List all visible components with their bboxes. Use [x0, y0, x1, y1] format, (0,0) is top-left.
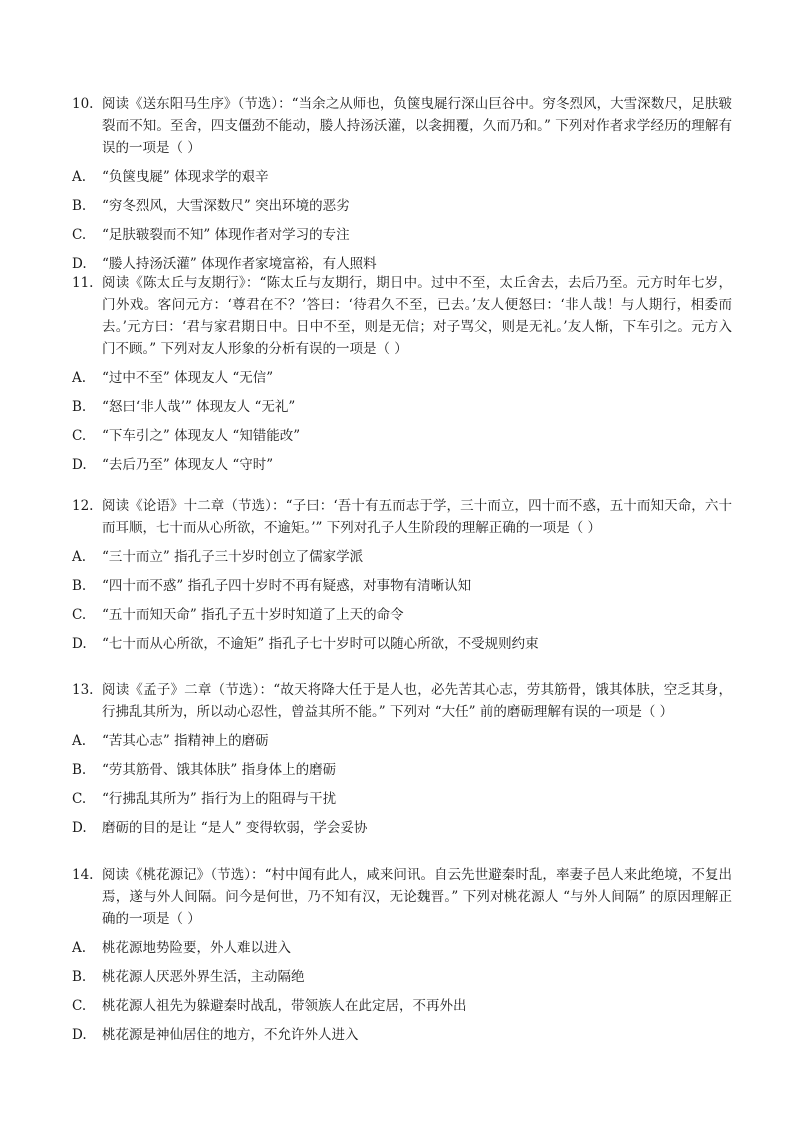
question-stem: [72, 272, 732, 360]
option-c: [72, 224, 732, 246]
question-13: [72, 679, 732, 839]
option-text: “劳其筋骨、饿其体肤” 指身体上的磨砺: [102, 762, 337, 778]
option-d: [72, 454, 732, 476]
option-c: [72, 425, 732, 447]
question-number: 12.: [72, 498, 94, 514]
question-number: 11.: [72, 275, 94, 291]
option-text: “三十而立” 指孔子三十岁时创立了儒家学派: [102, 549, 364, 565]
question-text: 阅读《论语》十二章（节选）：“子曰：‘吾十有五而志于学，三十而立，四十而不惑，五十而知天命，六十而耳顺，七十而从心所欲，不逾矩。’” 下列对孔子人生阶段的理解正确的一项是（ ）: [102, 498, 732, 536]
option-text: “行拂乱其所为” 指行为上的阻碍与干扰: [102, 791, 337, 807]
question-11: [72, 272, 732, 476]
option-a: [72, 730, 732, 752]
option-letter: B.: [72, 399, 87, 415]
option-text: 磨砺的目的是让 “是人” 变得软弱，学会妥协: [102, 820, 368, 836]
option-a: [72, 937, 732, 959]
option-d: [72, 633, 732, 655]
option-a: [72, 367, 732, 389]
question-12: [72, 495, 732, 655]
question-number: 10.: [72, 96, 94, 112]
option-text: “四十而不惑” 指孔子四十岁时不再有疑惑，对事物有清晰认知: [102, 578, 472, 594]
option-letter: B.: [72, 969, 87, 985]
option-c: [72, 995, 732, 1017]
option-letter: D.: [72, 256, 87, 272]
option-text: “五十而知天命” 指孔子五十岁时知道了上天的命令: [102, 607, 404, 623]
question-text: 阅读《陈太丘与友期行》：“陈太丘与友期行，期日中。过中不至，太丘舍去，去后乃至。元方时年七岁，门外戏。客问元方：‘尊君在不？’答曰：‘待君久不至，已去。’友人便怒曰：‘非人哉！与人期行，相委而去。’元方曰：‘君与家君期日中。日中不至，则是无信；对子骂父，则是无礼。’友人惭，下车引之。元方入门不顾。” 下列对友人形象的分析有误的一项是（ ）: [102, 275, 732, 357]
question-stem: [72, 679, 732, 723]
option-d: [72, 817, 732, 839]
option-letter: B.: [72, 578, 87, 594]
option-text: “足肤皲裂而不知” 体现作者对学习的专注: [102, 227, 350, 243]
option-text: 桃花源人祖先为躲避秦时战乱，带领族人在此定居，不再外出: [102, 998, 467, 1014]
option-text: 桃花源地势险要，外人难以进入: [102, 940, 291, 956]
question-number: 14.: [72, 867, 94, 883]
question-text: 阅读《送东阳马生序》（节选）：“当余之从师也，负箧曳屣行深山巨谷中。穷冬烈风，大雪深数尺，足肤皲裂而不知。至舍，四支僵劲不能动，媵人持汤沃灌，以衾拥覆，久而乃和。” 下列对作者求学经历的理解有误的一项是（ ）: [102, 96, 732, 156]
option-letter: C.: [72, 791, 87, 807]
option-b: [72, 575, 732, 597]
option-letter: D.: [72, 1027, 87, 1043]
question-text: 阅读《孟子》二章（节选）：“故天将降大任于是人也，必先苦其心志，劳其筋骨，饿其体肤，空乏其身，行拂乱其所为，所以动心忍性，曾益其所不能。” 下列对 “大任” 前的磨砺理解有误的一项是（ ）: [102, 682, 732, 720]
question-stem: [72, 93, 732, 159]
option-b: [72, 195, 732, 217]
option-letter: A.: [72, 169, 87, 185]
option-text: “媵人持汤沃灌” 体现作者家境富裕，有人照料: [102, 256, 377, 272]
option-text: “七十而从心所欲，不逾矩” 指孔子七十岁时可以随心所欲，不受规则约束: [102, 636, 539, 652]
option-a: [72, 166, 732, 188]
question-14: [72, 864, 732, 1046]
question-stem: [72, 495, 732, 539]
option-letter: D.: [72, 457, 87, 473]
option-text: “负箧曳屣” 体现求学的艰辛: [102, 169, 269, 185]
option-letter: A.: [72, 549, 87, 565]
option-b: [72, 396, 732, 418]
option-letter: A.: [72, 940, 87, 956]
option-text: 桃花源是神仙居住的地方，不允许外人进入: [102, 1027, 359, 1043]
option-text: “穷冬烈风，大雪深数尺” 突出环境的恶劣: [102, 198, 350, 214]
option-letter: A.: [72, 733, 87, 749]
question-stem: [72, 864, 732, 930]
option-d: [72, 1024, 732, 1046]
option-letter: C.: [72, 227, 87, 243]
question-text: 阅读《桃花源记》（节选）：“村中闻有此人，咸来问讯。自云先世避秦时乱，率妻子邑人来此绝境，不复出焉，遂与外人间隔。问今是何世，乃不知有汉，无论魏晋。” 下列对桃花源人 “与外人间隔” 的原因理解正确的一项是（ ）: [102, 867, 732, 927]
option-c: [72, 788, 732, 810]
option-text: “下车引之” 体现友人 “知错能改”: [102, 428, 301, 444]
option-text: “过中不至” 体现友人 “无信”: [102, 370, 274, 386]
option-b: [72, 759, 732, 781]
option-text: “苦其心志” 指精神上的磨砺: [102, 733, 269, 749]
option-a: [72, 546, 732, 568]
question-number: 13.: [72, 682, 94, 698]
option-letter: D.: [72, 820, 87, 836]
option-letter: A.: [72, 370, 87, 386]
option-letter: B.: [72, 762, 87, 778]
option-text: “去后乃至” 体现友人 “守时”: [102, 457, 274, 473]
option-letter: C.: [72, 998, 87, 1014]
option-letter: C.: [72, 607, 87, 623]
question-10: [72, 93, 732, 275]
option-letter: B.: [72, 198, 87, 214]
option-text: 桃花源人厌恶外界生活，主动隔绝: [102, 969, 305, 985]
option-letter: C.: [72, 428, 87, 444]
option-c: [72, 604, 732, 626]
option-text: “怒曰‘非人哉’” 体现友人 “无礼”: [102, 399, 296, 415]
option-letter: D.: [72, 636, 87, 652]
option-b: [72, 966, 732, 988]
